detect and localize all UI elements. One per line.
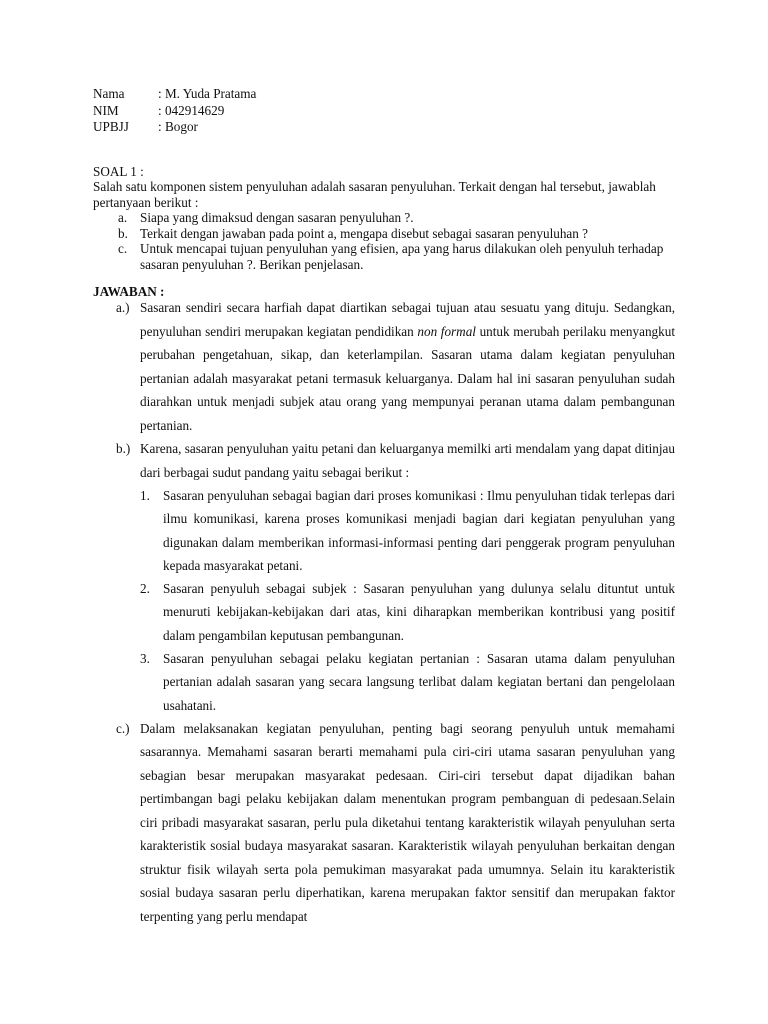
question-letter: c. (118, 241, 128, 256)
answer-item-a (93, 300, 675, 437)
answer-letter: b.) (116, 441, 131, 456)
question-text: Siapa yang dimaksud dengan sasaran penyuluhan ?. (140, 210, 414, 225)
point-text: Sasaran penyuluhan sebagai pelaku kegiatan pertanian : Sasaran utama dalam penyuluhan pertanian adalah sasaran yang secara langsung terlibat dalam kegiatan bertani dan pengelolaan usahatani. (163, 651, 675, 713)
answer-text-c: Dalam melaksanakan kegiatan penyuluhan, penting bagi seorang penyuluh untuk memahami sasarannya. Memahami sasaran berarti memahami pula ciri-ciri utama sasaran penyuluhan yang sebagian besar merupakan masyarakat pedesaan. Ciri-ciri tersebut dapat dijadikan bahan pertimbangan bagi pelaku kebijakan dalam menentukan program pembanguan di pedesaan.Selain ciri pribadi masyarakat sasaran, perlu pula diketahui tentang karakteristik wilayah penyuluhan serta karakteristik sosial budaya masyarakat sasaran. Karakteristik wilayah penyuluhan berkaitan dengan struktur fisik wilayah serta pola pemukiman masyarakat pada umumnya. Selain itu karakteristik sosial budaya sasaran perlu diperhatikan, karena merupakan faktor sensitif dan merupakan faktor terpenting yang perlu mendapat (140, 720, 675, 924)
question-item-c (93, 241, 675, 272)
identity-value: : 042914629 (158, 102, 225, 118)
identity-row-nama (93, 86, 675, 103)
identity-label: NIM (93, 102, 119, 118)
answer-item-c (93, 717, 675, 929)
point-number: 2. (140, 581, 150, 597)
identity-value: : Bogor (158, 119, 198, 134)
point-number: 3. (140, 651, 150, 667)
point-text: Sasaran penyuluhan sebagai bagian dari proses komunikasi : Ilmu penyuluhan tidak terlepas dari ilmu komunikasi, karena proses komunikasi menjadi bagian dari kegiatan penyuluhan yang digunakan dalam memberikan informasi-informasi penting dari penggerak program penyuluhan kepada masyarakat petani. (163, 488, 675, 573)
answer-text-intro: Karena, sasaran penyuluhan yaitu petani dan keluarganya memilki arti mendalam yang dapat ditinjau dari berbagai sudut pandang yaitu sebagai berikut : (140, 441, 675, 480)
question-letter: b. (118, 225, 128, 241)
identity-value: : M. Yuda Pratama (158, 86, 257, 101)
identity-label: UPBJJ (93, 119, 129, 134)
point-text: Sasaran penyuluh sebagai subjek : Sasaran penyuluhan yang dulunya selalu dituntut untuk menuruti kebijakan-kebijakan dari atas, kini diharapkan memberikan kontribusi yang positif dalam pengambilan keputusan pembangunan. (163, 581, 675, 643)
question-list (93, 210, 675, 272)
question-item-b (93, 226, 675, 242)
answer-point-2 (140, 577, 675, 647)
identity-row-upbjj (93, 119, 675, 136)
question-letter: a. (118, 210, 128, 225)
question-text: Terkait dengan jawaban pada point a, mengapa disebut sebagai sasaran penyuluhan ? (140, 225, 589, 241)
answer-point-1 (140, 484, 675, 577)
identity-row-nim (93, 103, 675, 120)
answer-text-part: untuk merubah perilaku menyangkut perubahan pengetahuan, sikap, dan keterlampilan. Sasaran utama dalam kegiatan penyuluhan pertanian adalah masyarakat petani termasuk keluarganya. Dalam hal ini sasaran penyuluhan sudah diarahkan untuk menjadi subjek atau orang yang mempunyai peranan utama dalam pembangunan pertanian. (140, 323, 676, 433)
answer-block (93, 284, 675, 928)
question-item-a (93, 210, 675, 226)
question-block (93, 164, 675, 273)
question-title: SOAL 1 : (93, 163, 144, 179)
point-number: 1. (140, 488, 150, 503)
answer-title: JAWABAN : (93, 284, 165, 299)
question-text: Untuk mencapai tujuan penyuluhan yang efisien, apa yang harus dilakukan oleh penyuluh terhadap sasaran penyuluhan ?. Berikan penjelasan. (140, 241, 664, 272)
answer-point-list (140, 484, 675, 717)
answer-italic-term: non formal (417, 323, 476, 339)
identity-label: Nama (93, 86, 125, 101)
answer-text-b (140, 437, 675, 717)
identity-block (93, 86, 675, 136)
question-intro: Salah satu komponen sistem penyuluhan adalah sasaran penyuluhan. Terkait dengan hal tersebut, jawablah pertanyaan berikut : (93, 179, 656, 210)
answer-point-3 (140, 647, 675, 717)
answer-item-b (93, 437, 675, 717)
answer-text-a (140, 296, 675, 437)
answer-letter: c.) (116, 720, 130, 736)
answer-letter: a.) (116, 300, 130, 315)
answer-text-part: Sasaran sendiri secara harfiah dapat diartikan sebagai tujuan atau sesuatu yang dituju. Sedangkan, penyuluhan sendiri merupakan kegiatan pendidikan (140, 300, 675, 339)
